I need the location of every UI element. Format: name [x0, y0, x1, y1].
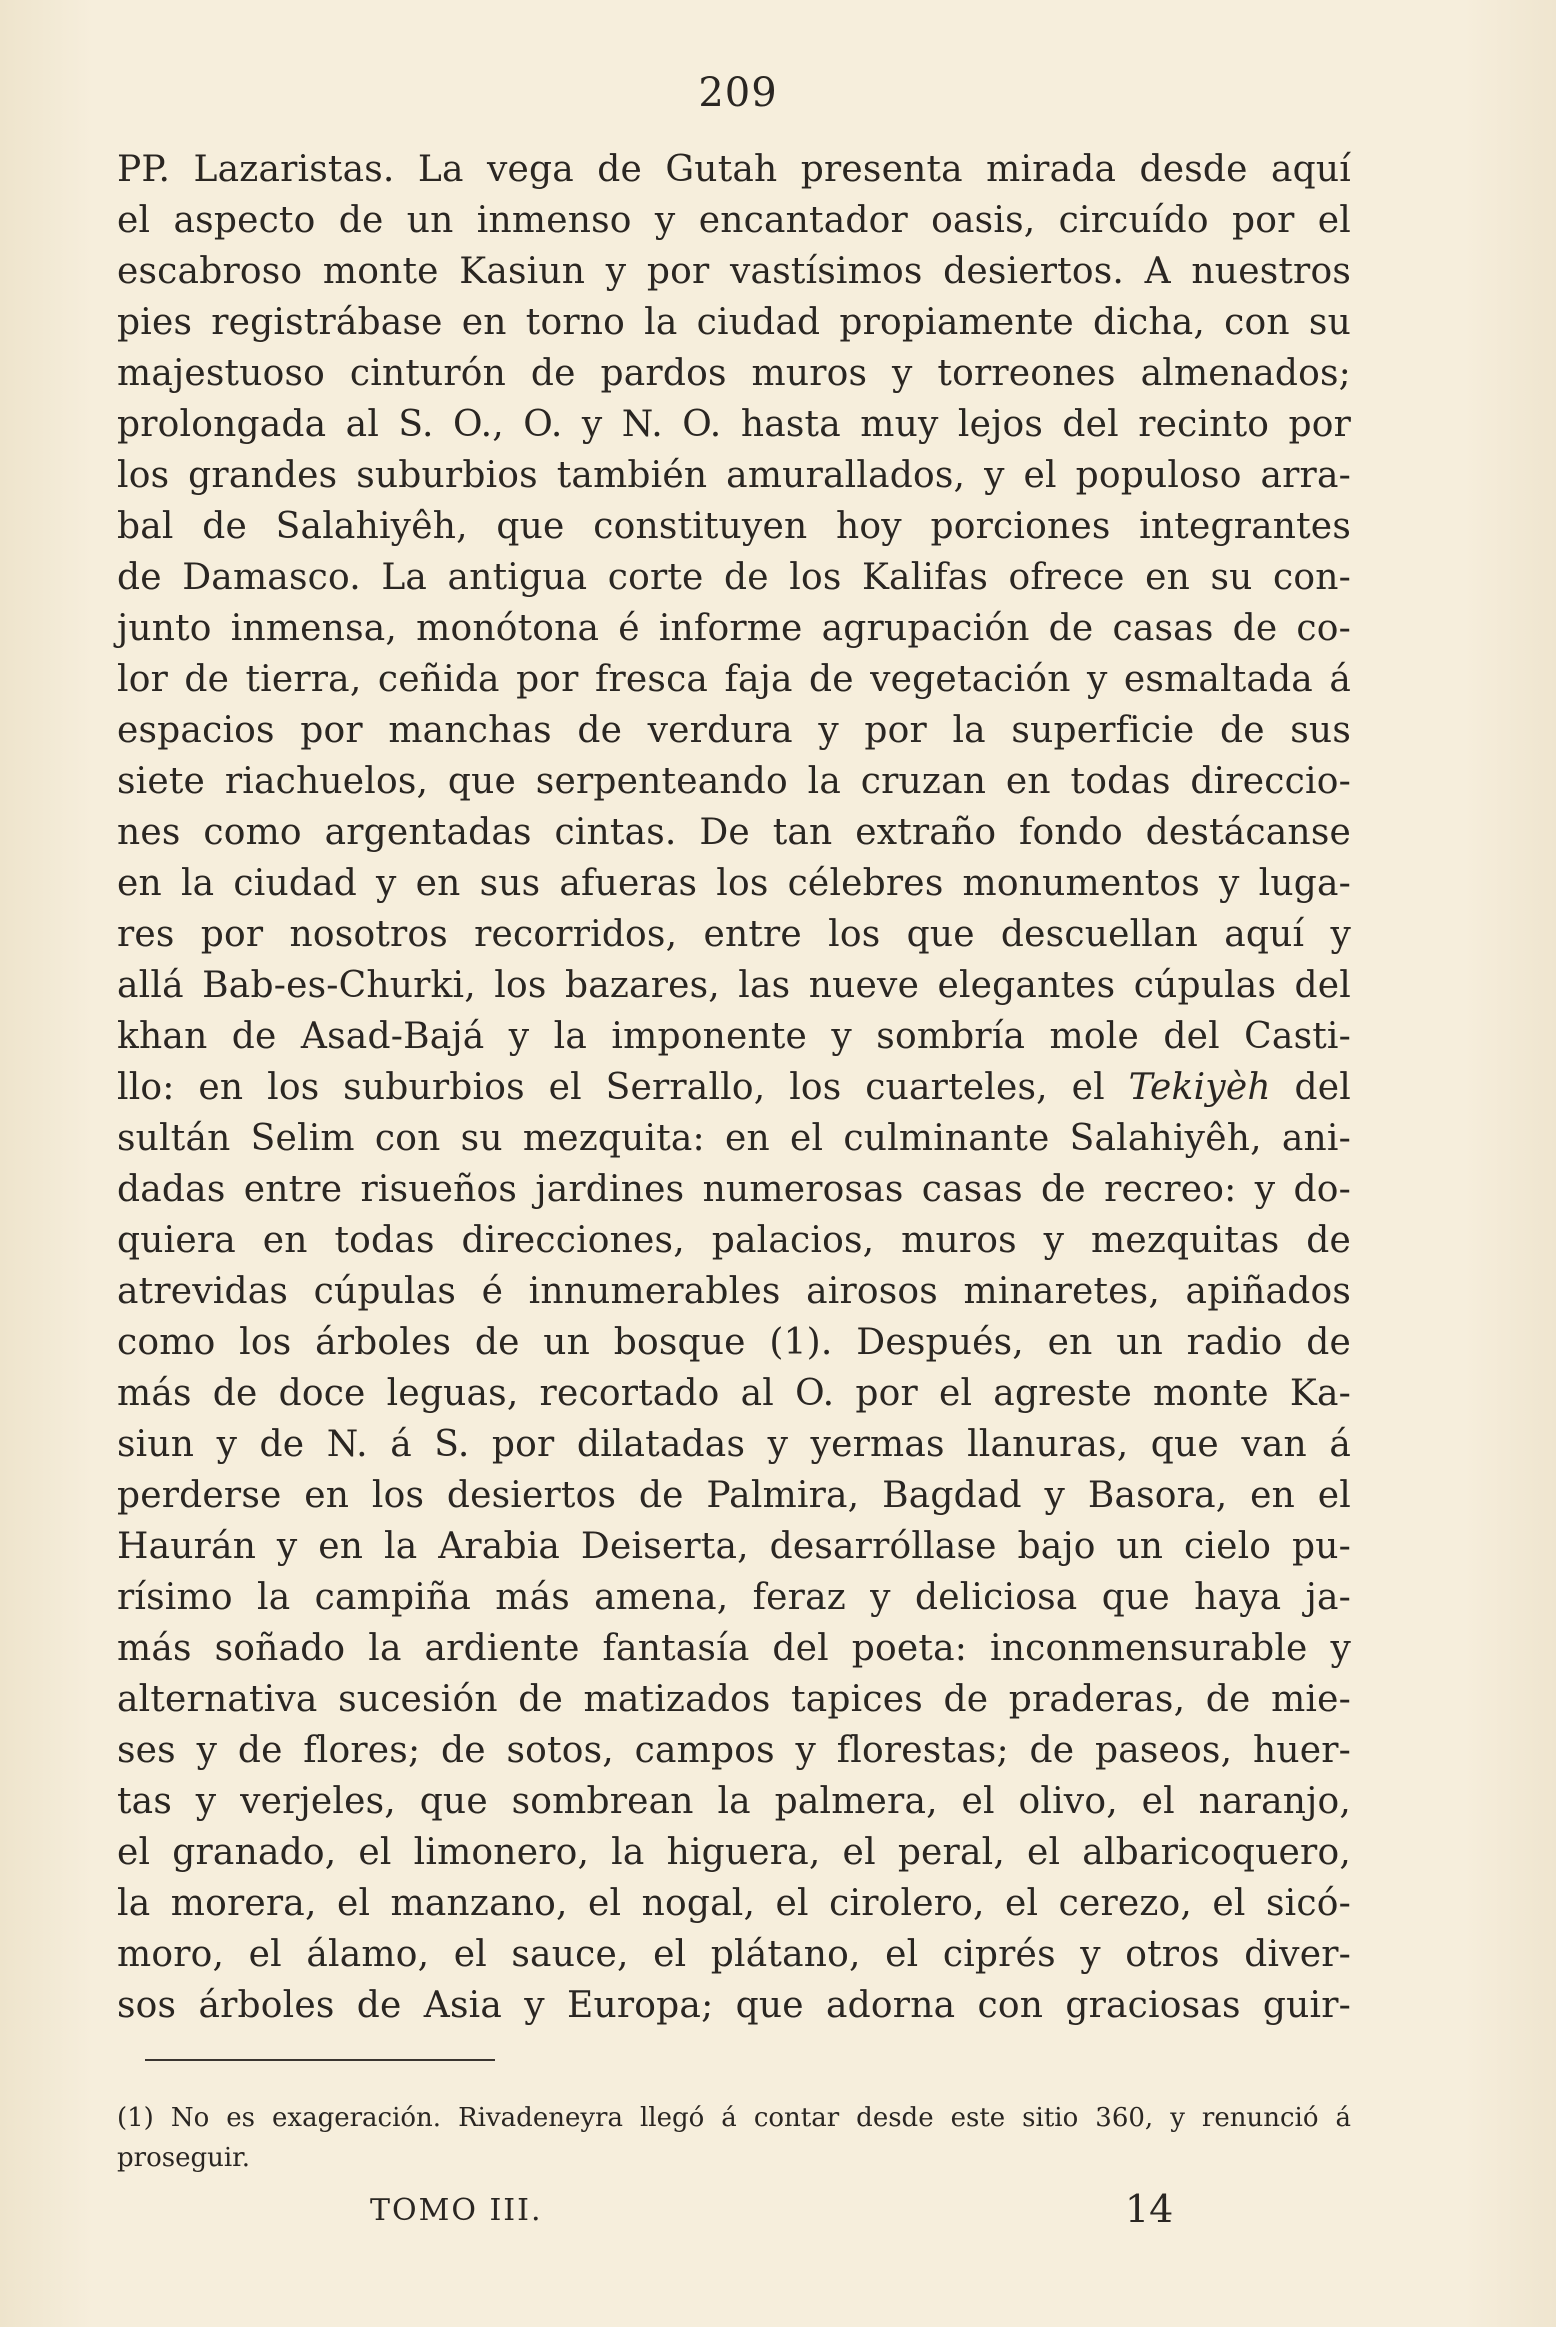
signature-mark: 14 [1125, 2187, 1174, 2231]
text-line: siun y de N. á S. por dilatadas y yermas llanuras, que van á [117, 1424, 1351, 1465]
text-line: como los árboles de un bosque (1). Después, en un radio de [117, 1322, 1351, 1363]
footnote-line: (1) No es exageración. Rivadeneyra llegó á contar desde este sitio 360, y renunció á [117, 2103, 1351, 2133]
text-line: escabroso monte Kasiun y por vastísimos desiertos. A nuestros [117, 251, 1351, 292]
text-line: pies registrábase en torno la ciudad propiamente dicha, con su [117, 302, 1351, 343]
page-number: 209 [698, 70, 778, 116]
text-line: más de doce leguas, recortado al O. por el agreste monte Ka- [117, 1373, 1351, 1414]
text-line: atrevidas cúpulas é innumerables airosos minaretes, apiñados [117, 1271, 1351, 1312]
text-line: allá Bab-es-Churki, los bazares, las nueve elegantes cúpulas del [117, 965, 1351, 1006]
text-line: espacios por manchas de verdura y por la superficie de sus [117, 710, 1351, 751]
footnote [117, 2098, 1351, 2178]
text-line: perderse en los desiertos de Palmira, Bagdad y Basora, en el [117, 1475, 1351, 1516]
text-line: prolongada al S. O., O. y N. O. hasta muy lejos del recinto por [117, 404, 1351, 445]
text-line: lor de tierra, ceñida por fresca faja de vegetación y esmaltada á [117, 659, 1351, 700]
body-text [117, 144, 1351, 2031]
text-line: rísimo la campiña más amena, feraz y deliciosa que haya ja- [117, 1577, 1351, 1618]
italic-term: Tekiyèh [1128, 1067, 1271, 1108]
footnote-divider [145, 2059, 495, 2061]
text-line: el granado, el limonero, la higuera, el peral, el albaricoquero, [117, 1832, 1351, 1873]
text-line: Haurán y en la Arabia Deiserta, desarróllase bajo un cielo pu- [117, 1526, 1351, 1567]
text-line: sos árboles de Asia y Europa; que adorna con graciosas guir- [117, 1985, 1351, 2026]
text-line: nes como argentadas cintas. De tan extraño fondo destácanse [117, 812, 1351, 853]
text-line: bal de Salahiyêh, que constituyen hoy porciones integrantes [117, 506, 1351, 547]
text-line: junto inmensa, monótona é informe agrupación de casas de co- [117, 608, 1351, 649]
text-line: dadas entre risueños jardines numerosas casas de recreo: y do- [117, 1169, 1351, 1210]
text-line: más soñado la ardiente fantasía del poeta: inconmensurable y [117, 1628, 1351, 1669]
text-line: siete riachuelos, que serpenteando la cruzan en todas direccio- [117, 761, 1351, 802]
text-line: moro, el álamo, el sauce, el plátano, el ciprés y otros diver- [117, 1934, 1351, 1975]
text-line-with-italic [117, 1062, 1351, 1113]
text-line: de Damasco. La antigua corte de los Kalifas ofrece en su con- [117, 557, 1351, 598]
text-line: quiera en todas direcciones, palacios, muros y mezquitas de [117, 1220, 1351, 1261]
text-line: tas y verjeles, que sombrean la palmera, el olivo, el naranjo, [117, 1781, 1351, 1822]
text-segment: del [1294, 1067, 1351, 1108]
text-line: ses y de flores; de sotos, campos y florestas; de paseos, huer- [117, 1730, 1351, 1771]
text-line: khan de Asad-Bajá y la imponente y sombría mole del Casti- [117, 1016, 1351, 1057]
text-line: alternativa sucesión de matizados tapices de praderas, de mie- [117, 1679, 1351, 1720]
footnote-line: proseguir. [117, 2143, 250, 2173]
text-line: la morera, el manzano, el nogal, el cirolero, el cerezo, el sicó- [117, 1883, 1351, 1924]
text-line: majestuoso cinturón de pardos muros y torreones almenados; [117, 353, 1351, 394]
text-line: los grandes suburbios también amurallados, y el populoso arra- [117, 455, 1351, 496]
text-segment: llo: en los suburbios el Serrallo, los cuarteles, el [117, 1067, 1105, 1108]
text-line: en la ciudad y en sus afueras los célebres monumentos y luga- [117, 863, 1351, 904]
volume-label: TOMO III. [370, 2193, 543, 2228]
text-line: el aspecto de un inmenso y encantador oasis, circuído por el [117, 200, 1351, 241]
text-line: PP. Lazaristas. La vega de Gutah presenta mirada desde aquí [117, 149, 1351, 190]
text-line: res por nosotros recorridos, entre los que descuellan aquí y [117, 914, 1351, 955]
text-line: sultán Selim con su mezquita: en el culminante Salahiyêh, ani- [117, 1118, 1351, 1159]
